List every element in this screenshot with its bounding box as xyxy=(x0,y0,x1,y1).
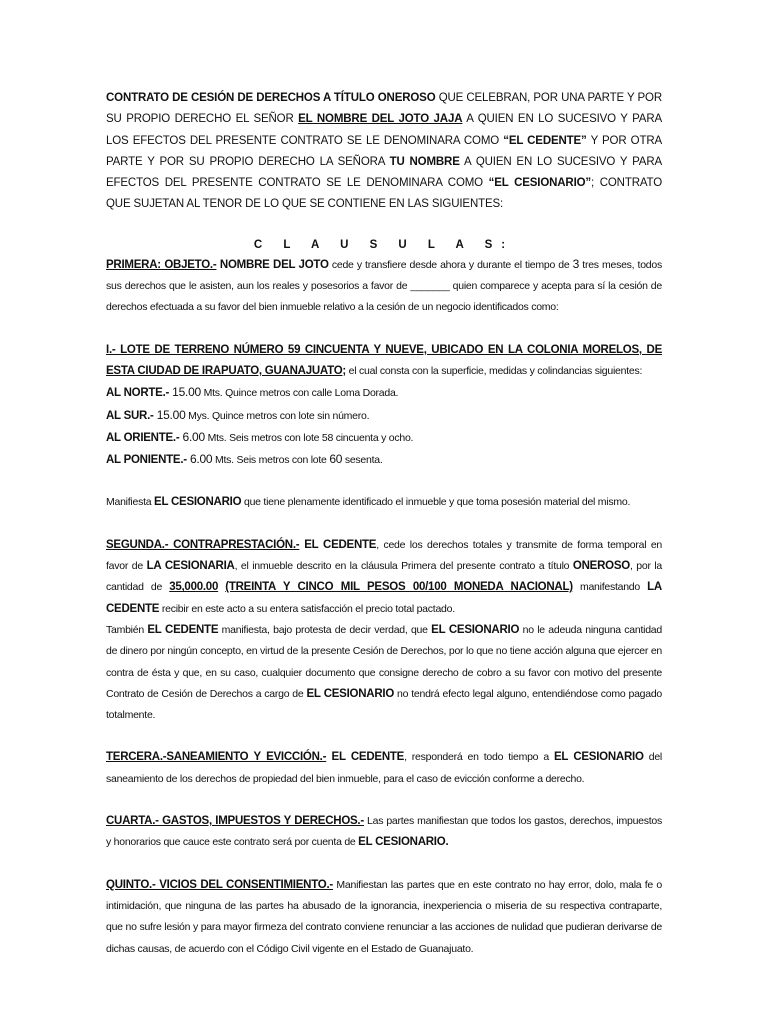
clause-segunda: SEGUNDA.- CONTRAPRESTACIÓN.- EL CEDENTE, cede los derechos totales y transmite de forma temporal en favor de LA CESIONARIA, el inmueble descrito en la cláusula Primera del presente contrato a título ONEROSO, por la cantidad de 35,000.00 (TREINTA Y CINCO MIL PESOS 00/100 MONEDA NACIONAL) manifestando LA CEDENTE recibir en este acto a su entera satisfacción el precio total pactado. También EL CEDENTE manifiesta, bajo protesta de decir verdad, que EL CESIONARIO no le adeuda ninguna cantidad de dinero por ningún concepto, en virtud de la presente Cesión de Derechos, por lo que no tiene acción alguna que ejercer en contra de ésta y que, en su caso, cualquier documento que consigne derecho de cobro a su favor con motivo del presente Contrato de Cesión de Derechos a cargo de EL CESIONARIO no tendrá efecto legal alguno, entendiéndose como pagado totalmente. xyxy=(106,538,663,722)
boundary-sur: AL SUR.- 15.00 Mys. Quince metros con lote sin número. xyxy=(106,407,370,422)
lote-description: I.- LOTE DE TERRENO NÚMERO 59 CINCUENTA Y NUEVE, UBICADO EN LA COLONIA MORELOS, DE ESTA CIUDAD DE IRAPUATO, GUANAJUATO; el cual consta con la superficie, medidas y colindancias siguientes: AL NORTE.- 15.00 Mts. Quince metros con calle Loma Dorada. AL SUR.- 15.00 Mys. Quince metros con lote sin número. AL ORIENTE.- 6.00 Mts. Seis metros con lote 58 cincuenta y ocho. AL PONIENTE.- 6.00 Mts. Seis metros con lote 60 sesenta. xyxy=(106,340,662,472)
cesionario-name: TU NOMBRE xyxy=(389,155,460,168)
clause-cuarta: CUARTA.- GASTOS, IMPUESTOS Y DERECHOS.- Las partes manifiestan que todos los gastos, derechos, impuestos y honorarios que cauce este contrato será por cuenta de EL CESIONARIO. xyxy=(106,815,663,849)
clause-primera: PRIMERA: OBJETO.- NOMBRE DEL JOTO cede y transfiere desde ahora y durante el tiempo de 3 tres meses, todos sus derechos que le asisten, aun los reales y posesorios a favor de _______ quien comparece y acepta para sí la cesión de derechos efectuada a su favor del bien inmueble relativo a la cesión de un negocio identificados como: xyxy=(106,256,662,314)
clause-heading: PRIMERA: OBJETO.- xyxy=(106,258,217,271)
intro-paragraph: CONTRATO DE CESIÓN DE DERECHOS A TÍTULO ONEROSO QUE CELEBRAN, POR UNA PARTE Y POR SU PROPIO DERECHO EL SEÑOR EL NOMBRE DEL JOTO JAJA A QUIEN EN LO SUCESIVO Y PARA LOS EFECTOS DEL PRESENTE CONTRATO SE LE DENOMINARA COMO “EL CEDENTE” Y POR OTRA PARTE Y POR SU PROPIO DERECHO LA SEÑORA TU NOMBRE A QUIEN EN LO SUCESIVO Y PARA EFECTOS DEL PRESENTE CONTRATO SE LE DENOMINARA COMO “EL CESIONARIO”; CONTRATO QUE SUJETAN AL TENOR DE LO QUE SE CONTIENE EN LAS SIGUIENTES: xyxy=(106,92,663,211)
boundary-poniente: AL PONIENTE.- 6.00 Mts. Seis metros con lote 60 sesenta. xyxy=(106,452,383,467)
amount-value: 35,000.00 xyxy=(169,581,219,594)
clause-heading: SEGUNDA.- CONTRAPRESTACIÓN.- xyxy=(106,538,300,551)
lote-heading: I.- LOTE DE TERRENO NÚMERO 59 CINCUENTA Y NUEVE, UBICADO EN LA COLONIA MORELOS, DE ESTA CIUDAD DE IRAPUATO, GUANAJUATO; xyxy=(106,343,662,377)
clause-quinto: QUINTO.- VICIOS DEL CONSENTIMIENTO.- Manifiestan las partes que en este contrato no hay error, dolo, mala fe o intimidación, que ninguna de las partes ha abusado de la ignorancia, inexperiencia o miseria de su respectiva contraparte, que no sufre lesión y para mayor firmeza del contrato conviene renunciar a las acciones de nulidad que pudieran derivarse de dichas causas, de acuerdo con el Código Civil vigente en el Estado de Guanajuato. xyxy=(106,878,662,955)
clause-heading: TERCERA.-SANEAMIENTO Y EVICCIÓN.- xyxy=(106,751,327,764)
clause-tercera: TERCERA.-SANEAMIENTO Y EVICCIÓN.- EL CEDENTE, responderá en todo tiempo a EL CESIONARIO del saneamiento de los derechos de propiedad del bien inmueble, para el caso de evicción conforme a derecho. xyxy=(106,751,663,785)
boundary-norte: AL NORTE.- 15.00 Mts. Quince metros con calle Loma Dorada. xyxy=(106,385,399,400)
clausulas-heading: C L A U S U L A S: xyxy=(253,238,515,251)
amount-text: (TREINTA Y CINCO MIL PESOS 00/100 MONEDA NACIONAL) xyxy=(225,581,573,594)
manifiesta-paragraph: Manifiesta EL CESIONARIO que tiene plenamente identificado el inmueble y que toma posesión material del mismo. xyxy=(106,496,631,509)
clause-heading: CUARTA.- GASTOS, IMPUESTOS Y DERECHOS.- xyxy=(106,815,364,828)
contract-title: CONTRATO DE CESIÓN DE DERECHOS A TÍTULO ONEROSO xyxy=(106,92,436,104)
boundary-oriente: AL ORIENTE.- 6.00 Mts. Seis metros con lote 58 cincuenta y ocho. xyxy=(106,429,414,444)
cedente-name: EL NOMBRE DEL JOTO JAJA xyxy=(298,113,463,126)
clause-heading: QUINTO.- VICIOS DEL CONSENTIMIENTO.- xyxy=(106,878,334,891)
